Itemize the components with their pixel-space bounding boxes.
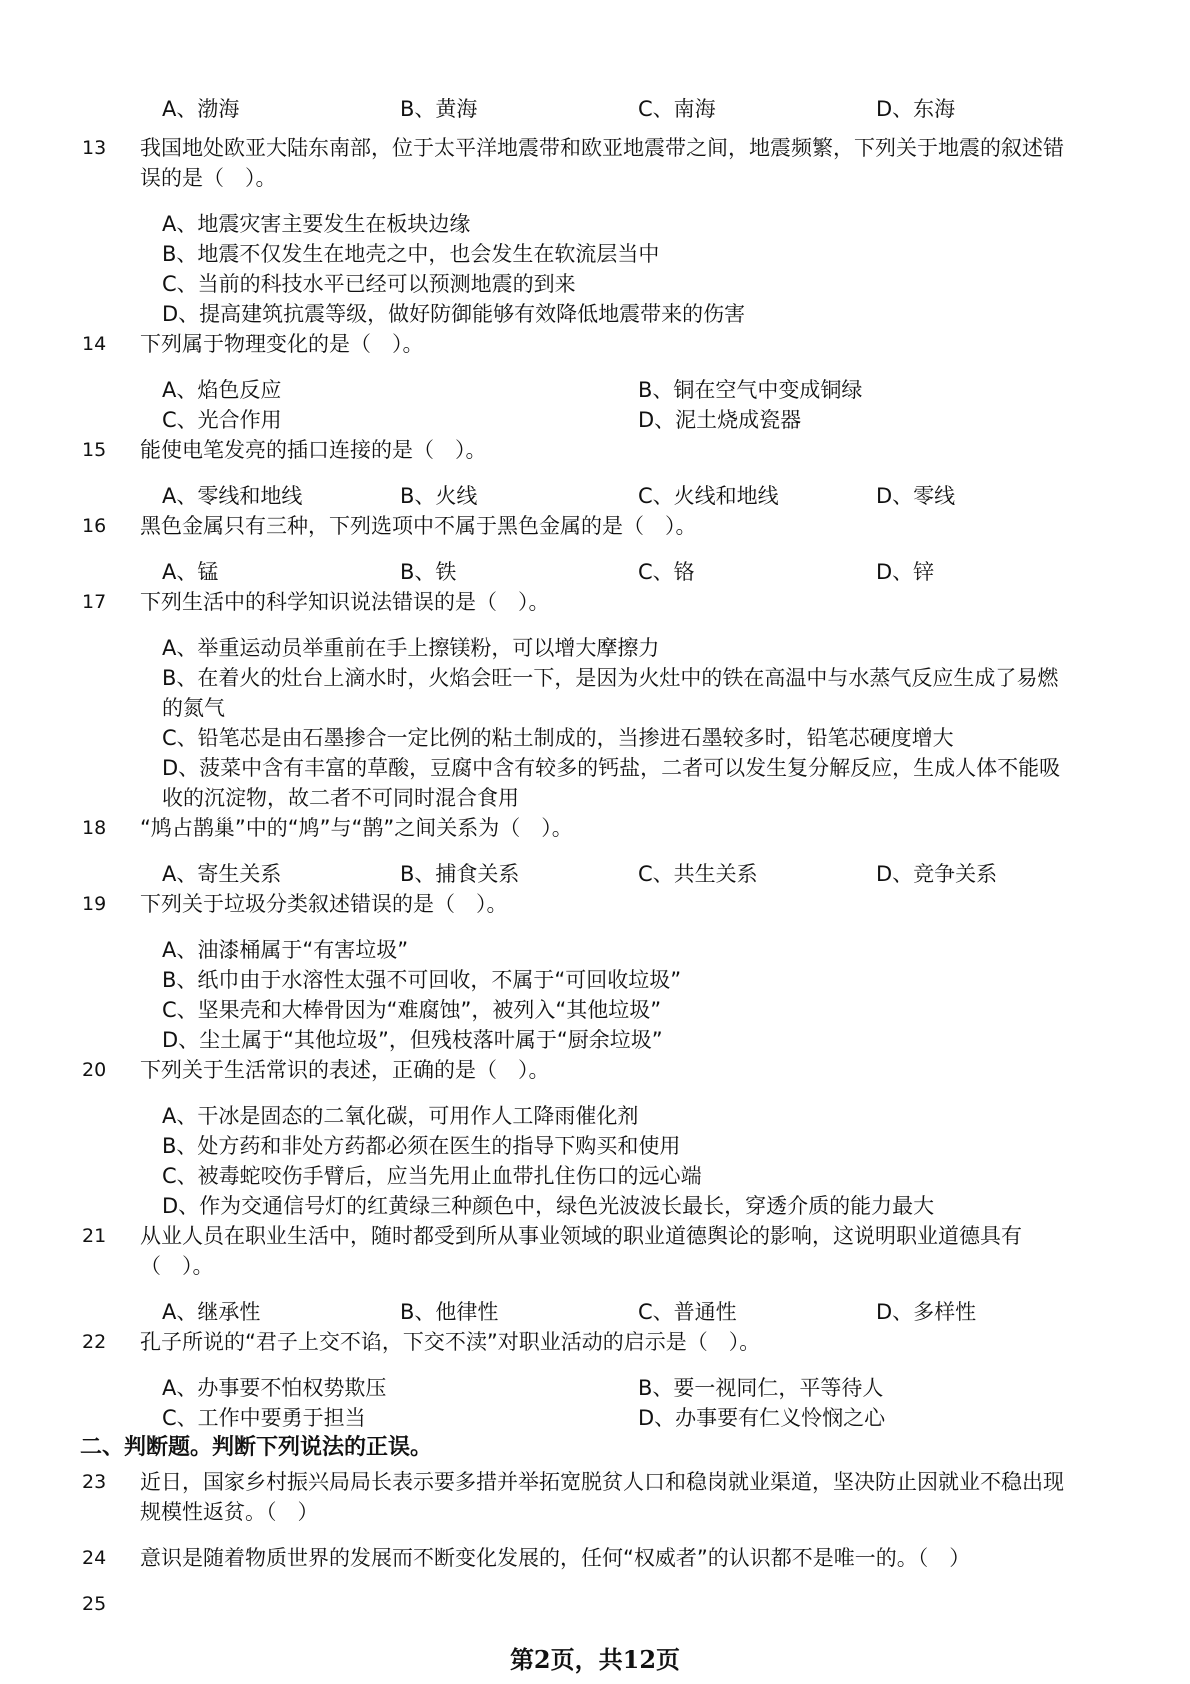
q15-option-d: D、零线 [876,484,956,508]
q16-option-d: D、锌 [876,560,935,584]
q20-stem: 下列关于生活常识的表述，正确的是（ ）。 [140,1058,550,1082]
q16-option-c: C、铬 [638,560,695,584]
q17-number: 17 [82,591,107,613]
q15-option-c: C、火线和地线 [638,484,779,508]
q14-number: 14 [82,333,107,355]
q19-option-d: D、尘土属于“其他垃圾”，但残枝落叶属于“厨余垃圾” [162,1028,663,1052]
q14-option-d: D、泥土烧成瓷器 [638,408,802,432]
page-footer: 第2页，共12页 [509,1645,681,1674]
q18-option-b: B、捕食关系 [400,862,520,886]
q24-number: 24 [82,1547,107,1569]
q16-option-a: A、锰 [162,560,219,584]
q14-option-a: A、焰色反应 [162,378,282,402]
q13-option-c: C、当前的科技水平已经可以预测地震的到来 [162,272,576,296]
q15-stem: 能使电笔发亮的插口连接的是（ ）。 [140,438,487,462]
q17-option-c: C、铅笔芯是由石墨掺合一定比例的粘土制成的，当掺进石墨较多时，铅笔芯硬度增大 [162,726,954,750]
q13-option-d: D、提高建筑抗震等级，做好防御能够有效降低地震带来的伤害 [162,302,746,326]
q20-option-b: B、处方药和非处方药都必须在医生的指导下购买和使用 [162,1134,681,1158]
q18-option-a: A、寄生关系 [162,862,282,886]
q24-stem: 意识是随着物质世界的发展而不断变化发展的，任何“权威者”的认识都不是唯一的。（ ） [140,1546,971,1570]
q20-option-c: C、被毒蛇咬伤手臂后，应当先用止血带扎住伤口的远心端 [162,1164,702,1188]
q14-option-b: B、铜在空气中变成铜绿 [638,378,863,402]
q22-option-c: C、工作中要勇于担当 [162,1406,366,1430]
q19-option-b: B、纸巾由于水溶性太强不可回收，不属于“可回收垃圾” [162,968,682,992]
q18-option-c: C、共生关系 [638,862,758,886]
q16-number: 16 [82,515,107,537]
q21-number: 21 [82,1225,107,1247]
q13-number: 13 [82,137,107,159]
q15-option-b: B、火线 [400,484,478,508]
q20-option-a: A、干冰是固态的二氧化碳，可用作人工降雨催化剂 [162,1104,639,1128]
q23-number: 23 [82,1471,107,1493]
q19-number: 19 [82,893,107,915]
q21-stem: 从业人员在职业生活中，随时都受到所从事业领域的职业道德舆论的影响，这说明职业道德具有（ ）。 [140,1224,1022,1278]
q14-stem: 下列属于物理变化的是（ ）。 [140,332,424,356]
q13-option-b: B、地震不仅发生在地壳之中，也会发生在软流层当中 [162,242,660,266]
q18-number: 18 [82,817,107,839]
q20-number: 20 [82,1059,107,1081]
q21-option-d: D、多样性 [876,1300,977,1324]
q18-stem: “鸠占鹊巢”中的“鸠”与“鹊”之间关系为（ ）。 [140,816,573,840]
q15-number: 15 [82,439,107,461]
q19-stem: 下列关于垃圾分类叙述错误的是（ ）。 [140,892,508,916]
q22-option-b: B、要一视同仁，平等待人 [638,1376,884,1400]
q18-option-d: D、竞争关系 [876,862,998,886]
q12-option-c: C、南海 [638,97,716,121]
q20-option-d: D、作为交通信号灯的红黄绿三种颜色中，绿色光波波长最长，穿透介质的能力最大 [162,1194,935,1218]
q22-number: 22 [82,1331,107,1353]
q16-stem: 黑色金属只有三种，下列选项中不属于黑色金属的是（ ）。 [140,514,697,538]
q21-option-a: A、继承性 [162,1300,261,1324]
q16-option-b: B、铁 [400,560,457,584]
q14-option-c: C、光合作用 [162,408,282,432]
q13-stem: 我国地处欧亚大陆东南部，位于太平洋地震带和欧亚地震带之间，地震频繁，下列关于地震的叙述错误的是（ ）。 [140,136,1064,190]
q21-option-b: B、他律性 [400,1300,499,1324]
q17-option-b: B、在着火的灶台上滴水时，火焰会旺一下，是因为火灶中的铁在高温中与水蒸气反应生成了易燃的氮气 [162,666,1059,720]
q17-stem: 下列生活中的科学知识说法错误的是（ ）。 [140,590,550,614]
q19-option-a: A、油漆桶属于“有害垃圾” [162,938,409,962]
q17-option-d: D、菠菜中含有丰富的草酸，豆腐中含有较多的钙盐，二者可以发生复分解反应，生成人体不能吸收的沉淀物，故二者不可同时混合食用 [162,756,1061,810]
q25-number: 25 [82,1593,107,1615]
q19-option-c: C、坚果壳和大棒骨因为“难腐蚀”，被列入“其他垃圾” [162,998,662,1022]
q17-option-a: A、举重运动员举重前在手上擦镁粉，可以增大摩擦力 [162,636,660,660]
q21-option-c: C、普通性 [638,1300,737,1324]
q13-option-a: A、地震灾害主要发生在板块边缘 [162,212,471,236]
q15-option-a: A、零线和地线 [162,484,303,508]
q23-stem: 近日，国家乡村振兴局局长表示要多措并举拓宽脱贫人口和稳岗就业渠道，坚决防止因就业不稳出现规模性返贫。（ ） [140,1470,1064,1524]
q12-option-b: B、黄海 [400,97,478,121]
q22-option-a: A、办事要不怕权势欺压 [162,1376,387,1400]
q12-option-a: A、渤海 [162,97,240,121]
q12-option-d: D、东海 [876,97,956,121]
section-heading-true-false: 二、判断题。判断下列说法的正误。 [80,1435,433,1460]
q22-option-d: D、办事要有仁义怜悯之心 [638,1406,886,1430]
q22-stem: 孔子所说的“君子上交不谄，下交不渎”对职业活动的启示是（ ）。 [140,1330,761,1354]
